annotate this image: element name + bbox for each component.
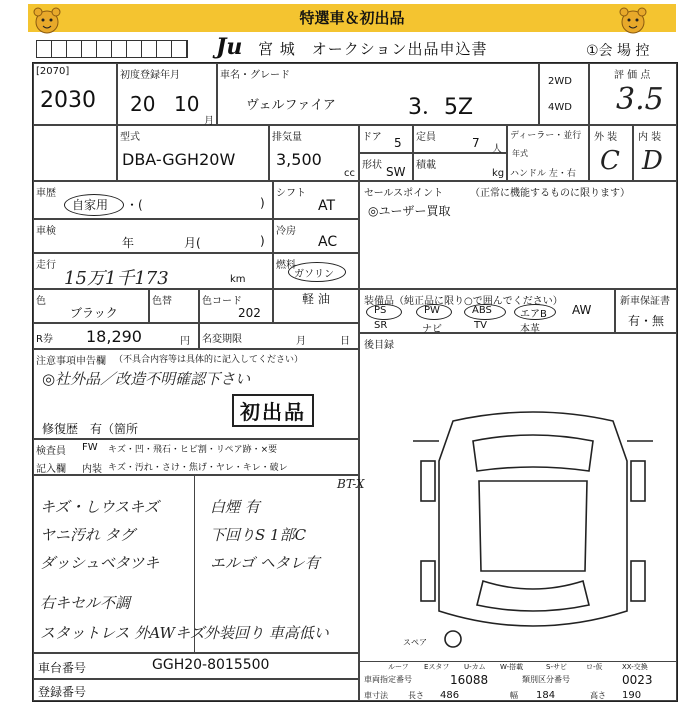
recycle-label: R券: [36, 334, 53, 345]
front-left-wheel: [421, 461, 435, 501]
fuel-alt-cell: [273, 289, 359, 323]
car-body-outline: [439, 412, 627, 626]
equip-leather: 本革: [520, 324, 540, 335]
sales-point-note: （正常に機能するものに限ります）: [470, 188, 630, 199]
height-label: 高さ: [590, 691, 606, 700]
legend-4: W-搭載: [500, 663, 524, 671]
remark-left-1: キズ・しウスキズ: [40, 498, 159, 516]
equip-airbag: エアB: [520, 309, 547, 320]
name-change-label: 名変期限: [202, 334, 242, 345]
sales-point-item: ◎ユーザー買取: [368, 204, 451, 218]
bear-mascot-right-icon: [618, 6, 648, 34]
equip-abs: ABS: [472, 305, 492, 316]
model-label: 型式: [120, 132, 140, 143]
car-diagram: [413, 401, 653, 653]
first-listing-stamp: 初出品: [232, 394, 314, 427]
lot-code: [2070]: [36, 66, 70, 77]
history-rest: ・(: [126, 198, 143, 212]
inspection-month: 月(: [184, 236, 201, 250]
displacement-value: 3,500: [276, 150, 322, 169]
drive-cell: [539, 63, 589, 125]
car-name-value: ヴェルファイア: [246, 98, 336, 113]
diagram-note: BT-X: [337, 477, 365, 491]
bear-mascot-left-icon: [32, 6, 62, 34]
shape-label: 形状: [362, 160, 382, 171]
shift-cell: [273, 181, 359, 219]
fuel-cell: [273, 253, 359, 289]
warranty-label: 新車保証書: [620, 296, 670, 307]
doors-label: ドア: [362, 132, 382, 143]
name-change-day: 日: [340, 336, 350, 347]
sales-point-cell: [359, 181, 677, 289]
hatch-pattern: [36, 40, 188, 58]
displacement-unit: cc: [344, 168, 355, 179]
history-close: ): [260, 196, 265, 210]
venue-copy-label: ①会 場 控: [586, 43, 650, 59]
remark-right-4: 外装回り 車高低い: [204, 624, 329, 642]
equip-ps: PS: [374, 305, 387, 316]
category-label: 類別区分番号: [522, 675, 570, 684]
mileage-value: 15万1千173: [64, 268, 169, 289]
length-value: 486: [440, 690, 460, 701]
exterior-grade: C: [600, 146, 620, 176]
notes-repair: 修復歴 有（箇所: [42, 422, 139, 436]
ju-logo: Ju: [216, 34, 243, 60]
lot-side-cell: [33, 125, 117, 181]
equip-sr: SR: [374, 320, 388, 331]
load-cell: [413, 153, 507, 181]
inspection-close: ): [260, 234, 265, 248]
color-code-cell: [199, 289, 273, 323]
interior-label: 内 装: [638, 132, 662, 143]
form-title: 宮 城 オークション出品申込書: [258, 40, 488, 58]
color-cell: [33, 289, 149, 323]
color-swap-cell: [149, 289, 199, 323]
remarks-cell: [33, 475, 359, 653]
rear-left-wheel: [421, 561, 435, 601]
remark-left-5: スタットレス 外AWキズ: [40, 624, 205, 642]
fw-label: FW: [82, 442, 98, 453]
legend-6: ロ-仮: [586, 663, 603, 671]
fuel-alt: 軽 油: [302, 292, 330, 306]
mileage-unit: km: [230, 274, 246, 285]
equipment-label: 装備品（純正品に限り○で囲んでください）: [364, 296, 563, 307]
history-value: 自家用: [72, 198, 109, 212]
shape-value: SW: [386, 165, 406, 179]
cooling-label: 冷房: [276, 226, 296, 237]
reg-number-label: 登録番号: [38, 685, 87, 699]
length-label: 長さ: [408, 691, 424, 700]
equipment-cell: [359, 289, 615, 333]
rear-right-wheel: [631, 561, 645, 601]
load-unit: kg: [492, 168, 505, 179]
capacity-cell: [413, 125, 507, 153]
shape-cell: [359, 153, 413, 181]
cooling-cell: [273, 219, 359, 253]
recycle-value: 18,290: [86, 327, 142, 346]
capacity-label: 定員: [416, 132, 436, 143]
history-cell: [33, 181, 273, 219]
load-label: 積載: [416, 160, 436, 171]
spare-label: スペア: [403, 638, 427, 647]
color-label: 色: [36, 296, 46, 307]
sales-point-label: セールスポイント: [364, 188, 444, 199]
doors-value: 5: [394, 136, 402, 150]
width-label: 幅: [510, 691, 518, 700]
model-cell: [117, 125, 269, 181]
color-swap-label: 色替: [152, 296, 172, 307]
dealer-year-label: 年式: [512, 149, 528, 158]
score-cell: [589, 63, 677, 125]
warranty-cell: [615, 289, 677, 333]
score-label: 評 価 点: [614, 70, 651, 81]
handle-label: ハンドル 左・右: [510, 169, 576, 179]
remark-left-4: 右キセル不調: [40, 594, 131, 612]
car-name-label: 車名・グレード: [220, 70, 290, 81]
car-name-cell: [217, 63, 539, 125]
remark-right-3: エルゴ ヘタレ有: [210, 554, 320, 572]
car-roof-outline: [479, 481, 587, 571]
cert-value: 16088: [450, 673, 489, 687]
legend-5: S-サビ: [546, 663, 567, 671]
notes-label: 注意事項申告欄: [36, 356, 106, 367]
recycle-unit: 円: [180, 336, 190, 347]
inspection-year: 年: [122, 236, 135, 250]
front-right-wheel: [631, 461, 645, 501]
color-code-label: 色コード: [202, 296, 242, 307]
color-value: ブラック: [70, 306, 118, 320]
capacity-value: 7: [472, 136, 480, 150]
mileage-label: 走行: [36, 260, 56, 271]
name-change-cell: [199, 323, 359, 349]
reg-number-cell: [33, 679, 359, 701]
dealer-label: ディーラー・並行: [510, 131, 582, 141]
height-value: 190: [622, 690, 642, 701]
remark-left-3: ダッシュベタツキ: [40, 554, 160, 572]
after-market-label: 後目録: [364, 340, 394, 351]
cooling-value: AC: [318, 234, 338, 250]
lot-cell: [33, 63, 117, 125]
capacity-unit: 人: [492, 144, 502, 155]
drive-4wd: 4WD: [548, 102, 572, 113]
equip-navi: ナビ: [422, 324, 442, 335]
interior-cell: [633, 125, 677, 181]
notes-text: ◎社外品／改造不明確認下さい: [42, 370, 251, 388]
drive-2wd: 2WD: [548, 76, 572, 87]
dealer-cell: [507, 125, 589, 181]
model-value: DBA-GGH20W: [122, 150, 236, 169]
spare-wheel: [445, 631, 461, 647]
inspector-label: 検査員: [36, 446, 66, 457]
inspection-cell: [33, 219, 273, 253]
banner-title: 特選車＆初出品: [28, 4, 676, 32]
displacement-label: 排気量: [272, 132, 302, 143]
fw-items: キズ・凹・飛石・ヒビ割・リペア跡・×要: [108, 445, 278, 455]
exterior-cell: [589, 125, 633, 181]
car-rear-outline: [477, 581, 589, 611]
form-header: [28, 36, 676, 62]
mileage-cell: [33, 253, 273, 289]
width-value: 184: [536, 690, 556, 701]
inspector-entry-label: 記入欄: [36, 464, 66, 475]
bottom-info-cell: [359, 661, 677, 701]
legend-1: ルーフ: [388, 663, 409, 671]
inspector-cell: [33, 439, 359, 475]
lot-number: 2030: [40, 88, 96, 113]
recycle-cell: [33, 323, 199, 349]
equip-aw: AW: [572, 303, 592, 317]
interior-items-label: 内装: [82, 464, 102, 475]
legend-3: U-カム: [464, 663, 486, 671]
remark-right-2: 下回りS 1部C: [210, 526, 307, 544]
auction-sheet: [32, 62, 678, 702]
fuel-label: 燃料: [276, 260, 296, 271]
car-grade-value: 3．5Z: [408, 95, 474, 120]
equip-pw: PW: [424, 305, 440, 316]
remark-right-1: 白煙 有: [210, 498, 260, 516]
color-code-value: 202: [238, 306, 261, 320]
month-unit: 月: [204, 116, 214, 127]
doors-cell: [359, 125, 413, 153]
shift-label: シフト: [276, 188, 306, 199]
score-value: 3.5: [616, 82, 664, 117]
displacement-cell: [269, 125, 359, 181]
notes-cell: [33, 349, 359, 439]
warranty-value: 有・無: [628, 314, 665, 328]
notes-sub: （不具合内容等は具体的に記入してください）: [114, 355, 304, 365]
remark-left-2: ヤニ汚れ タグ: [40, 526, 135, 544]
cert-label: 車両指定番号: [364, 675, 412, 684]
first-reg-year: 20: [130, 92, 156, 116]
legend-7: XX-交換: [622, 663, 648, 671]
chassis-cell: [33, 653, 359, 679]
interior-grade: D: [642, 146, 663, 176]
chassis-value: GGH20-8015500: [152, 657, 270, 673]
first-reg-label: 初度登録年月: [120, 70, 180, 81]
chassis-label: 車台番号: [38, 661, 87, 675]
category-value: 0023: [622, 673, 653, 687]
exterior-label: 外 装: [594, 132, 618, 143]
first-reg-cell: [117, 63, 217, 125]
history-label: 車歴: [36, 188, 56, 199]
car-hood-outline: [473, 435, 593, 471]
dims-label: 車寸法: [364, 691, 388, 700]
equip-tv: TV: [474, 320, 487, 331]
name-change-month: 月: [296, 336, 306, 347]
inspection-label: 車検: [36, 226, 56, 237]
interior-items: キズ・汚れ・さけ・焦げ・ヤレ・キレ・破レ: [108, 463, 288, 473]
first-reg-month: 10: [174, 92, 200, 116]
legend-2: Eスタフ: [424, 663, 450, 671]
fuel-value: ガソリン: [294, 269, 334, 280]
shift-value: AT: [318, 198, 336, 214]
